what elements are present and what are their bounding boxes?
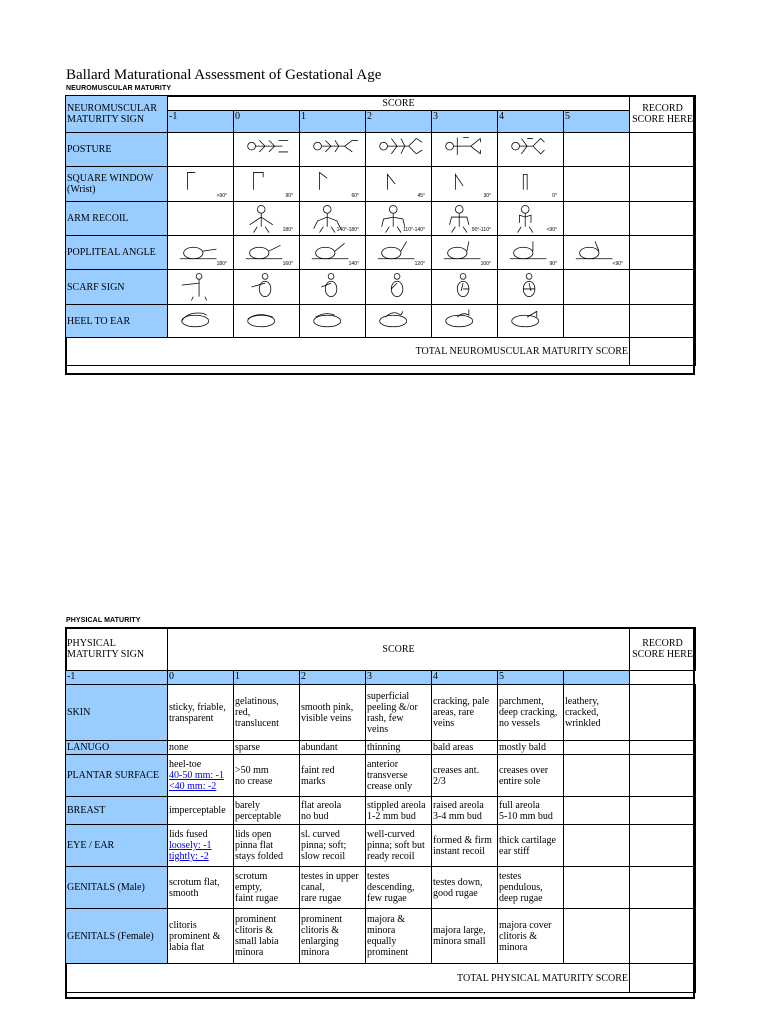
nm-cell bbox=[234, 270, 300, 305]
nm-cell bbox=[168, 305, 234, 338]
heel-to-ear-figure-icon bbox=[235, 305, 298, 337]
criterion-text: scrotum bbox=[235, 871, 268, 882]
criterion-text: stippled areola bbox=[367, 799, 426, 811]
pm-score-col-4: 3 bbox=[366, 671, 432, 685]
criterion-text: smooth pink, bbox=[301, 701, 354, 713]
nm-record-score-cell[interactable] bbox=[630, 236, 696, 270]
criterion-text: sticky, friable, bbox=[169, 701, 226, 713]
criterion-text: entire sole bbox=[499, 775, 541, 787]
pm-criterion-cell bbox=[168, 797, 234, 825]
criterion-text: well-curved bbox=[367, 829, 415, 840]
pm-row-label: BREAST bbox=[66, 797, 168, 825]
nm-score-col-0: -1 bbox=[168, 111, 234, 133]
pm-total-label: TOTAL PHYSICAL MATURITY SCORE bbox=[66, 964, 630, 993]
criterion-text: rare rugae bbox=[301, 893, 342, 904]
criterion-text: minora bbox=[301, 947, 330, 958]
criterion-text: areas, rare bbox=[433, 707, 475, 718]
criterion-text: prominent & bbox=[169, 930, 221, 942]
criterion-text: slow recoil bbox=[301, 851, 346, 862]
heel-to-ear-figure-icon bbox=[169, 305, 232, 337]
pm-criterion-cell bbox=[432, 825, 498, 867]
pm-record-score-cell[interactable] bbox=[630, 867, 696, 909]
nm-cell bbox=[564, 167, 630, 202]
nm-row-label: POPLITEAL ANGLE bbox=[66, 236, 168, 270]
pm-criterion-cell bbox=[234, 825, 300, 867]
neuromuscular-maturity-table bbox=[65, 95, 696, 366]
criterion-text: prominent bbox=[301, 914, 343, 925]
pm-row-label: GENITALS (Female) bbox=[66, 909, 168, 964]
nm-score-col-3: 2 bbox=[366, 111, 432, 133]
pm-criterion-cell bbox=[234, 797, 300, 825]
pm-criterion-cell bbox=[564, 685, 630, 741]
posture-figure-icon bbox=[499, 134, 562, 166]
criterion-text: faint rugae bbox=[235, 893, 279, 904]
angle-label: 90° bbox=[549, 261, 557, 267]
criterion-text: empty, bbox=[235, 882, 262, 893]
pm-criterion-cell bbox=[300, 867, 366, 909]
criterion-text: gelatinous, bbox=[235, 696, 279, 707]
nm-cell bbox=[168, 202, 234, 236]
nm-cell bbox=[234, 236, 300, 270]
pm-criterion-cell bbox=[300, 797, 366, 825]
angle-label: 140°-180° bbox=[336, 227, 359, 233]
pm-criterion-cell bbox=[564, 825, 630, 867]
criterion-text: formed & firm bbox=[433, 834, 492, 846]
angle-label: <90° bbox=[612, 261, 624, 267]
pm-criterion-cell bbox=[234, 755, 300, 797]
nm-cell bbox=[432, 202, 498, 236]
criterion-text: clitoris & bbox=[499, 930, 538, 942]
heel-to-ear-figure-icon bbox=[499, 305, 562, 337]
criterion-text: 2/3 bbox=[433, 775, 446, 787]
criterion-text: translucent bbox=[235, 718, 279, 729]
criterion-text: mostly bald bbox=[499, 742, 546, 753]
criterion-text: lids fused bbox=[169, 829, 208, 840]
pm-criterion-cell bbox=[366, 867, 432, 909]
criterion-text: transparent bbox=[169, 712, 214, 724]
pm-criterion-cell bbox=[498, 825, 564, 867]
document-title: Ballard Maturational Assessment of Gestational Age bbox=[66, 67, 382, 83]
criterion-text: canal, bbox=[301, 882, 325, 893]
criterion-text: abundant bbox=[301, 742, 338, 753]
criterion-text: peeling &/or bbox=[367, 701, 418, 713]
pm-criterion-cell bbox=[498, 867, 564, 909]
angle-label: 110°-140° bbox=[403, 227, 425, 233]
angle-label: 90°-110° bbox=[471, 227, 491, 233]
criterion-text: majora cover bbox=[499, 919, 552, 931]
nm-cell bbox=[498, 167, 564, 202]
nm-cell bbox=[366, 133, 432, 167]
nm-total-score-cell[interactable] bbox=[630, 338, 696, 366]
scarf-sign-figure-icon bbox=[499, 271, 562, 303]
criterion-text: superficial bbox=[367, 690, 410, 702]
nm-cell bbox=[234, 167, 300, 202]
angle-label: <90° bbox=[546, 227, 557, 233]
nm-score-header: SCORE bbox=[168, 96, 630, 111]
pm-criterion-cell bbox=[168, 741, 234, 755]
nm-cell bbox=[300, 270, 366, 305]
criterion-text: no vessels bbox=[499, 718, 540, 729]
score-note-link[interactable]: 40-50 mm: -1 bbox=[169, 770, 224, 781]
nm-cell bbox=[168, 236, 234, 270]
pm-score-col-6: 5 bbox=[498, 671, 564, 685]
nm-cell bbox=[432, 236, 498, 270]
criterion-text: parchment, bbox=[499, 696, 544, 707]
pm-criterion-cell bbox=[432, 797, 498, 825]
nm-record-score-cell[interactable] bbox=[630, 133, 696, 167]
pm-criterion-cell bbox=[498, 797, 564, 825]
pm-criterion-cell bbox=[300, 755, 366, 797]
posture-figure-icon bbox=[301, 134, 364, 166]
pm-row bbox=[66, 867, 696, 909]
pm-criterion-cell bbox=[300, 825, 366, 867]
angle-label: 30° bbox=[483, 193, 491, 199]
criterion-text: red, bbox=[235, 707, 251, 718]
nm-record-score-cell[interactable] bbox=[630, 167, 696, 202]
criterion-text: testes bbox=[367, 871, 390, 882]
nm-cell bbox=[300, 167, 366, 202]
pm-row bbox=[66, 755, 696, 797]
nm-sign-header: NEUROMUSCULAR MATURITY SIGN bbox=[66, 96, 168, 133]
criterion-text: clitoris & bbox=[235, 925, 274, 936]
criterion-text: deep rugae bbox=[499, 893, 543, 904]
criterion-text: faint red bbox=[301, 764, 335, 776]
pm-criterion-cell bbox=[498, 755, 564, 797]
nm-cell bbox=[564, 202, 630, 236]
criterion-text: minora bbox=[235, 947, 264, 958]
physical-section-label: PHYSICAL MATURITY bbox=[66, 617, 141, 624]
criterion-text: prominent bbox=[367, 947, 409, 958]
nm-row bbox=[66, 236, 696, 270]
criterion-text: testes in upper bbox=[301, 871, 359, 882]
pm-criterion-cell bbox=[300, 741, 366, 755]
criterion-text: perceptable bbox=[235, 810, 282, 822]
angle-label: 180° bbox=[216, 261, 227, 267]
pm-criterion-cell bbox=[498, 741, 564, 755]
nm-cell bbox=[366, 202, 432, 236]
score-note-link[interactable]: <40 mm: -2 bbox=[169, 781, 217, 792]
criterion-text: prominent bbox=[235, 914, 277, 925]
criterion-text: majora large, bbox=[433, 925, 486, 936]
pm-score-col-3: 2 bbox=[300, 671, 366, 685]
nm-cell bbox=[432, 305, 498, 338]
nm-cell bbox=[300, 133, 366, 167]
pm-criterion-cell bbox=[168, 867, 234, 909]
scarf-sign-figure-icon bbox=[301, 271, 364, 303]
pm-criterion-cell bbox=[234, 909, 300, 964]
criterion-text: sparse bbox=[235, 742, 260, 753]
criterion-text: creases ant. bbox=[433, 764, 480, 776]
angle-label: 60° bbox=[351, 193, 359, 199]
criterion-text: no crease bbox=[235, 775, 273, 787]
nm-record-score-cell[interactable] bbox=[630, 305, 696, 338]
pm-criterion-cell bbox=[564, 755, 630, 797]
nm-cell bbox=[498, 305, 564, 338]
criterion-text: deep cracking, bbox=[499, 707, 558, 718]
pm-record-header: RECORD SCORE HERE bbox=[630, 628, 696, 671]
criterion-text: 1-2 mm bud bbox=[367, 810, 416, 822]
pm-score-col-0: -1 bbox=[66, 671, 168, 685]
pm-criterion-cell bbox=[366, 685, 432, 741]
criterion-text: none bbox=[169, 742, 189, 753]
criterion-text: creases over bbox=[499, 764, 549, 776]
criterion-text: enlarging bbox=[301, 936, 339, 947]
pm-record-score-header-blank bbox=[564, 671, 630, 685]
criterion-text: minora bbox=[367, 925, 396, 936]
pm-row-label: LANUGO bbox=[66, 741, 168, 755]
angle-label: 140° bbox=[348, 261, 359, 267]
criterion-text: leathery, bbox=[565, 696, 600, 707]
nm-row-label: ARM RECOIL bbox=[66, 202, 168, 236]
pm-criterion-cell bbox=[300, 685, 366, 741]
nm-row-label: SQUARE WINDOW (Wrist) bbox=[66, 167, 168, 202]
angle-label: 90° bbox=[285, 193, 293, 199]
criterion-text: marks bbox=[301, 775, 326, 787]
nm-cell bbox=[432, 270, 498, 305]
criterion-text: cracked, bbox=[565, 707, 599, 718]
nm-row bbox=[66, 202, 696, 236]
pm-row-label: SKIN bbox=[66, 685, 168, 741]
neuromuscular-section-label: NEUROMUSCULAR MATURITY bbox=[66, 85, 172, 92]
posture-figure-icon bbox=[367, 134, 430, 166]
criterion-text: sl. curved bbox=[301, 829, 340, 840]
pm-record-score-cell[interactable] bbox=[630, 741, 696, 755]
criterion-text: >50 mm bbox=[235, 764, 269, 776]
nm-cell bbox=[234, 305, 300, 338]
pm-row-label: PLANTAR SURFACE bbox=[66, 755, 168, 797]
nm-cell bbox=[168, 167, 234, 202]
criterion-text: bald areas bbox=[433, 742, 474, 753]
criterion-text: good rugae bbox=[433, 887, 478, 899]
nm-cell bbox=[498, 133, 564, 167]
pm-criterion-cell bbox=[366, 755, 432, 797]
criterion-text: testes down, bbox=[433, 876, 483, 888]
posture-figure-icon bbox=[433, 134, 496, 166]
nm-score-col-1: 0 bbox=[234, 111, 300, 133]
criterion-text: pendulous, bbox=[499, 882, 543, 893]
nm-cell bbox=[366, 236, 432, 270]
pm-record-score-cell[interactable] bbox=[630, 909, 696, 964]
scarf-sign-figure-icon bbox=[433, 271, 496, 303]
criterion-text: raised areola bbox=[433, 799, 484, 811]
nm-cell bbox=[366, 270, 432, 305]
nm-cell bbox=[300, 202, 366, 236]
criterion-text: majora & bbox=[367, 914, 406, 925]
angle-label: 45° bbox=[417, 193, 425, 199]
heel-to-ear-figure-icon bbox=[433, 305, 496, 337]
nm-cell bbox=[564, 270, 630, 305]
pm-criterion-cell bbox=[432, 755, 498, 797]
pm-record-score-cell[interactable] bbox=[630, 825, 696, 867]
nm-cell bbox=[432, 133, 498, 167]
criterion-text: clitoris & bbox=[301, 925, 340, 936]
angle-label: 180° bbox=[282, 227, 293, 233]
criterion-text: pinna; soft; bbox=[301, 840, 347, 851]
nm-row bbox=[66, 167, 696, 202]
criterion-text: veins bbox=[367, 723, 389, 735]
pm-row bbox=[66, 825, 696, 867]
pm-criterion-cell bbox=[168, 685, 234, 741]
nm-cell bbox=[168, 133, 234, 167]
nm-row-label: HEEL TO EAR bbox=[66, 305, 168, 338]
criterion-text: minora small bbox=[433, 936, 486, 947]
nm-cell bbox=[234, 133, 300, 167]
criterion-text: ready recoil bbox=[367, 851, 415, 862]
pm-criterion-cell bbox=[564, 797, 630, 825]
posture-figure-icon bbox=[235, 134, 298, 166]
angle-label: 100° bbox=[480, 261, 491, 267]
heel-to-ear-figure-icon bbox=[301, 305, 364, 337]
pm-record-score-cell[interactable] bbox=[630, 755, 696, 797]
criterion-text: thinning bbox=[367, 742, 401, 753]
criterion-text: 5-10 mm bud bbox=[499, 810, 553, 822]
criterion-text: veins bbox=[433, 718, 455, 729]
pm-sign-header: PHYSICAL MATURITY SIGN bbox=[66, 628, 168, 671]
nm-row-label: POSTURE bbox=[66, 133, 168, 167]
criterion-text: visible veins bbox=[301, 712, 352, 724]
pm-total-score-cell[interactable] bbox=[630, 964, 696, 993]
criterion-text: barely bbox=[235, 799, 260, 811]
pm-score-header: SCORE bbox=[168, 628, 630, 671]
scarf-sign-figure-icon bbox=[235, 271, 298, 303]
criterion-text: crease only bbox=[367, 781, 413, 792]
criterion-text: equally bbox=[367, 936, 397, 947]
pm-criterion-cell bbox=[168, 909, 234, 964]
pm-criterion-cell bbox=[234, 685, 300, 741]
criterion-text: transverse bbox=[367, 770, 408, 781]
pm-row-label: GENITALS (Male) bbox=[66, 867, 168, 909]
pm-criterion-cell bbox=[498, 909, 564, 964]
criterion-text: cracking, pale bbox=[433, 696, 490, 707]
criterion-text: stays folded bbox=[235, 851, 284, 862]
angle-label: 120° bbox=[414, 261, 425, 267]
pm-criterion-cell bbox=[432, 685, 498, 741]
pm-row-label: EYE / EAR bbox=[66, 825, 168, 867]
nm-cell bbox=[498, 236, 564, 270]
scarf-sign-figure-icon bbox=[367, 271, 430, 303]
criterion-text: small labia bbox=[235, 936, 279, 947]
pm-criterion-cell bbox=[366, 741, 432, 755]
criterion-text: minora bbox=[499, 941, 528, 953]
criterion-text: imperceptable bbox=[169, 805, 226, 816]
criterion-text: wrinkled bbox=[565, 718, 601, 729]
angle-label: 0° bbox=[552, 193, 557, 199]
heel-to-ear-figure-icon bbox=[367, 305, 430, 337]
nm-cell bbox=[498, 202, 564, 236]
nm-score-col-4: 3 bbox=[432, 111, 498, 133]
criterion-text: labia flat bbox=[169, 941, 205, 953]
criterion-text: lids open bbox=[235, 829, 272, 840]
nm-score-col-5: 4 bbox=[498, 111, 564, 133]
pm-criterion-cell bbox=[366, 909, 432, 964]
nm-cell bbox=[498, 270, 564, 305]
nm-cell bbox=[234, 202, 300, 236]
criterion-text: scrotum flat, bbox=[169, 876, 220, 888]
criterion-text: 3-4 mm bud bbox=[433, 810, 482, 822]
angle-label: 160° bbox=[282, 261, 293, 267]
nm-record-header: RECORD SCORE HERE bbox=[630, 96, 696, 133]
criterion-text: full areola bbox=[499, 799, 540, 811]
pm-score-col-5: 4 bbox=[432, 671, 498, 685]
pm-criterion-cell bbox=[564, 741, 630, 755]
nm-score-col-2: 1 bbox=[300, 111, 366, 133]
criterion-text: testes bbox=[499, 871, 522, 882]
nm-cell bbox=[300, 236, 366, 270]
nm-cell bbox=[366, 167, 432, 202]
pm-criterion-cell bbox=[564, 909, 630, 964]
nm-score-col-6: 5 bbox=[564, 111, 630, 133]
nm-cell bbox=[564, 305, 630, 338]
criterion-text: descending, bbox=[367, 882, 415, 893]
pm-criterion-cell bbox=[432, 867, 498, 909]
pm-criterion-cell bbox=[564, 867, 630, 909]
pm-row bbox=[66, 909, 696, 964]
nm-cell bbox=[366, 305, 432, 338]
pm-row bbox=[66, 797, 696, 825]
nm-total-label: TOTAL NEUROMUSCULAR MATURITY SCORE bbox=[66, 338, 630, 366]
pm-score-col-2: 1 bbox=[234, 671, 300, 685]
score-note-link[interactable]: loosely: -1 bbox=[169, 840, 212, 851]
angle-label: >90° bbox=[216, 193, 227, 199]
criterion-text: few rugae bbox=[367, 893, 407, 904]
nm-cell bbox=[432, 167, 498, 202]
criterion-text: rash, few bbox=[367, 712, 404, 724]
nm-cell bbox=[300, 305, 366, 338]
nm-row bbox=[66, 270, 696, 305]
criterion-text: anterior bbox=[367, 759, 399, 770]
criterion-text: no bud bbox=[301, 810, 329, 822]
nm-row bbox=[66, 305, 696, 338]
criterion-text: heel-toe bbox=[169, 759, 202, 770]
pm-row bbox=[66, 685, 696, 741]
pm-criterion-cell bbox=[498, 685, 564, 741]
nm-record-score-cell[interactable] bbox=[630, 202, 696, 236]
nm-cell bbox=[564, 133, 630, 167]
pm-criterion-cell bbox=[234, 741, 300, 755]
criterion-text: smooth bbox=[169, 887, 199, 899]
pm-criterion-cell bbox=[168, 825, 234, 867]
physical-maturity-table bbox=[65, 627, 696, 993]
pm-row bbox=[66, 741, 696, 755]
pm-criterion-cell bbox=[432, 741, 498, 755]
score-note-link[interactable]: tightly: -2 bbox=[169, 851, 209, 862]
pm-criterion-cell bbox=[366, 797, 432, 825]
criterion-text: instant recoil bbox=[433, 845, 485, 857]
nm-row bbox=[66, 133, 696, 167]
pm-record-score-cell[interactable] bbox=[630, 797, 696, 825]
pm-criterion-cell bbox=[234, 867, 300, 909]
nm-row-label: SCARF SIGN bbox=[66, 270, 168, 305]
criterion-text: thick cartilage bbox=[499, 834, 556, 846]
pm-criterion-cell bbox=[432, 909, 498, 964]
scarf-sign-figure-icon bbox=[169, 271, 232, 303]
criterion-text: ear stiff bbox=[499, 845, 530, 857]
criterion-text: pinna flat bbox=[235, 840, 274, 851]
pm-criterion-cell bbox=[366, 825, 432, 867]
criterion-text: clitoris bbox=[169, 919, 197, 931]
pm-criterion-cell bbox=[168, 755, 234, 797]
nm-cell bbox=[564, 236, 630, 270]
pm-criterion-cell bbox=[300, 909, 366, 964]
pm-record-score-cell[interactable] bbox=[630, 685, 696, 741]
criterion-text: flat areola bbox=[301, 799, 342, 811]
criterion-text: pinna; soft but bbox=[367, 840, 425, 851]
nm-cell bbox=[168, 270, 234, 305]
pm-score-col-1: 0 bbox=[168, 671, 234, 685]
nm-record-score-cell[interactable] bbox=[630, 270, 696, 305]
